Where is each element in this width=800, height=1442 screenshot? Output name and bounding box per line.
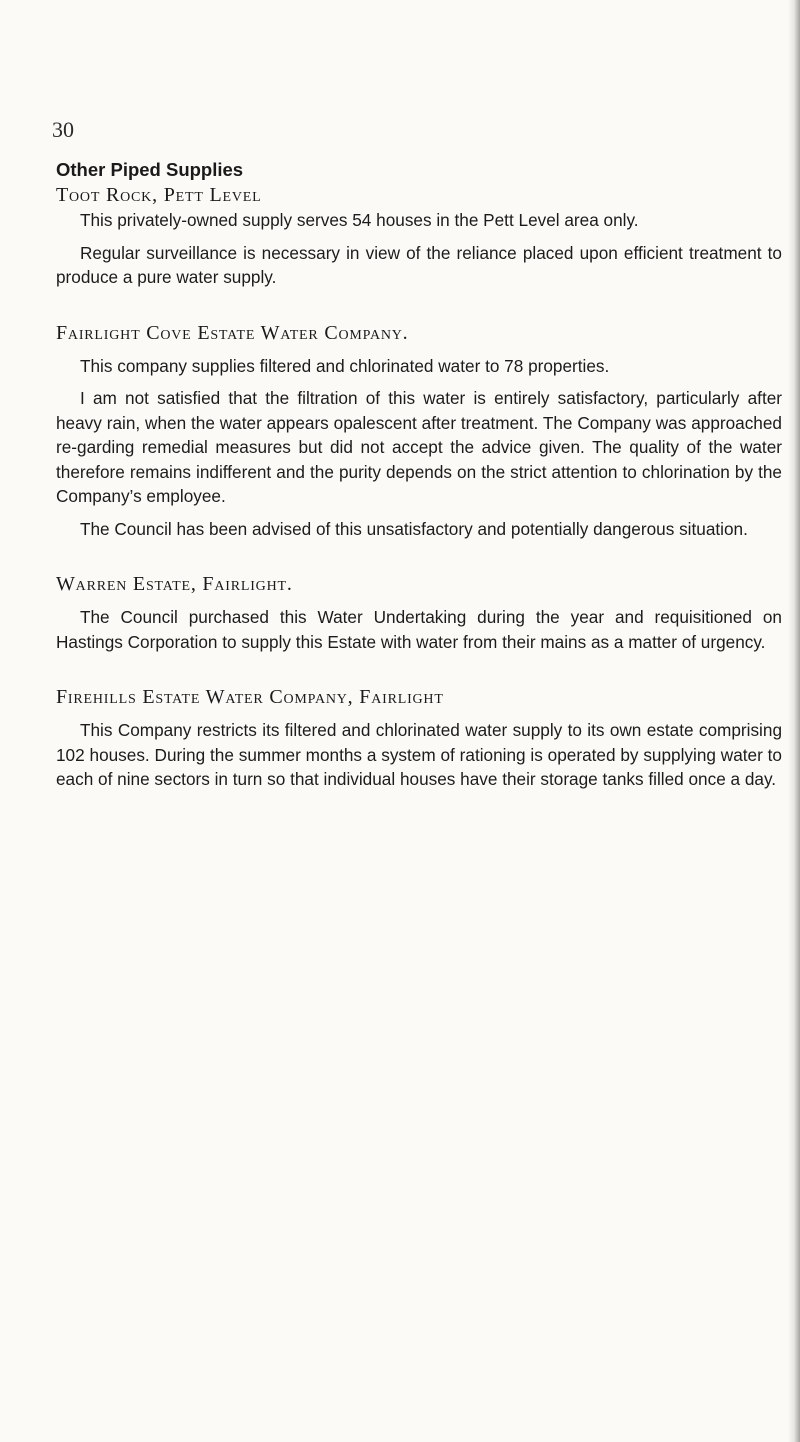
section-title: Warren Estate, Fairlight.	[56, 573, 293, 595]
paragraph: Regular surveillance is necessary in view of the reliance placed upon efficient treatment to produce a pure water supply.	[56, 242, 782, 287]
document-body	[56, 158, 782, 792]
section-title: Firehills Estate Water Company, Fairlight	[56, 686, 444, 708]
section-title: Fairlight Cove Estate Water Company.	[56, 321, 409, 344]
main-heading: Other Piped Supplies	[56, 159, 244, 180]
section-firehills-estate	[56, 684, 782, 792]
paragraph: This company supplies filtered and chlorinated water to 78 properties.	[80, 355, 610, 376]
section-warren-estate	[56, 571, 782, 654]
paragraph: This Company restricts its filtered and chlorinated water supply to its own estate comprising 102 houses. During the summer months a system of rationing is operated by supplying water to each of nine sectors in turn so that individual houses have their storage tanks filled once a day.	[56, 720, 782, 789]
section-toot-rock	[56, 182, 782, 290]
section-fairlight-cove	[56, 320, 782, 542]
paragraph: The Council has been advised of this unsatisfactory and potentially dangerous situation.	[80, 518, 748, 539]
section-title: Toot Rock, Pett Level	[56, 184, 262, 206]
paragraph: I am not satisfied that the filtration of this water is entirely satisfactory, particularly after heavy rain, when the water appears opalescent after treatment. The Company was approached re-garding remedial measures but did not accept the advice given. The quality of the water therefore remains indifferent and the purity depends on the strict attention to chlorination by the Company’s employee.	[56, 388, 782, 506]
page-edge-shadow	[788, 0, 800, 1442]
paragraph: The Council purchased this Water Undertaking during the year and requisitioned on Hastings Corporation to supply this Estate with water from their mains as a matter of urgency.	[56, 607, 782, 652]
paragraph: This privately-owned supply serves 54 houses in the Pett Level area only.	[80, 210, 639, 230]
page-number: 30	[52, 117, 74, 142]
